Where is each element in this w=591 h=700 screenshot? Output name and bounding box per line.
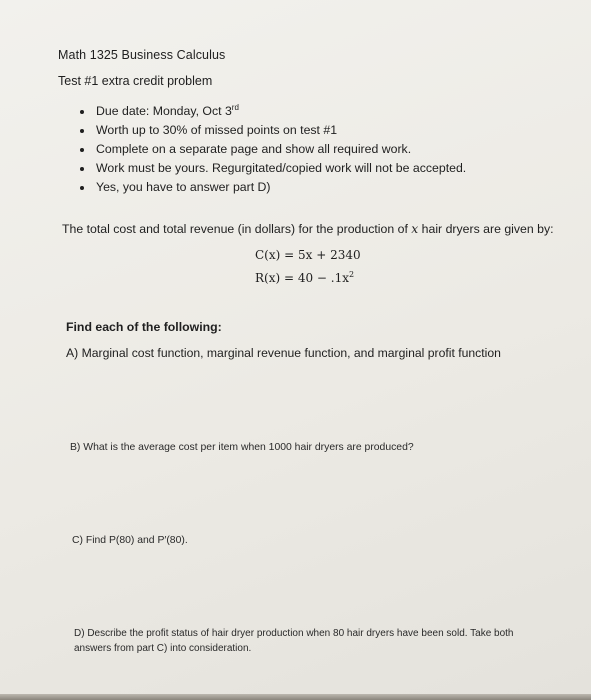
worth-text: Worth up to 30% of missed points on test #1	[96, 123, 338, 137]
find-heading: Find each of the following:	[66, 320, 222, 334]
test-title: Test #1 extra credit problem	[58, 74, 213, 88]
revenue-equation	[255, 271, 354, 285]
bullet-icon	[80, 186, 84, 190]
instructions-list	[80, 102, 466, 197]
question-a: A) Marginal cost function, marginal revenue function, and marginal profit function	[66, 346, 501, 360]
intro-text-before: The total cost and total revenue (in dollars) for the production of	[62, 222, 412, 236]
bullet-icon	[80, 148, 84, 152]
due-date-ordinal: rd	[231, 102, 239, 112]
complete-text: Complete on a separate page and show all required work.	[96, 142, 412, 156]
list-item	[80, 102, 466, 121]
bullet-icon	[80, 167, 84, 171]
work-text: Work must be yours. Regurgitated/copied work will not be accepted.	[96, 161, 467, 175]
list-item	[80, 121, 466, 140]
cost-equation: C(x) = 5x + 2340	[255, 248, 361, 262]
bullet-icon	[80, 129, 84, 133]
intro-variable: x	[411, 222, 419, 236]
list-item	[80, 178, 466, 197]
course-title: Math 1325 Business Calculus	[58, 48, 226, 62]
list-item	[80, 159, 466, 178]
problem-intro	[62, 222, 554, 236]
question-c: C) Find P(80) and P′(80).	[72, 535, 188, 546]
list-item	[80, 140, 466, 159]
revenue-equation-body: R(x) = 40 − .1x	[255, 271, 350, 285]
question-b: B) What is the average cost per item when 1000 hair dryers are produced?	[70, 442, 414, 453]
due-date-text: Due date: Monday, Oct 3	[96, 104, 232, 118]
question-d: D) Describe the profit status of hair dryer production when 80 hair dryers have been sold. Take both answers from part C) into consideration.	[74, 628, 514, 654]
bullet-icon	[80, 110, 84, 114]
intro-text-after: hair dryers are given by:	[418, 222, 554, 236]
part-d-note-text: Yes, you have to answer part D)	[96, 180, 271, 194]
revenue-exponent: 2	[349, 270, 355, 279]
